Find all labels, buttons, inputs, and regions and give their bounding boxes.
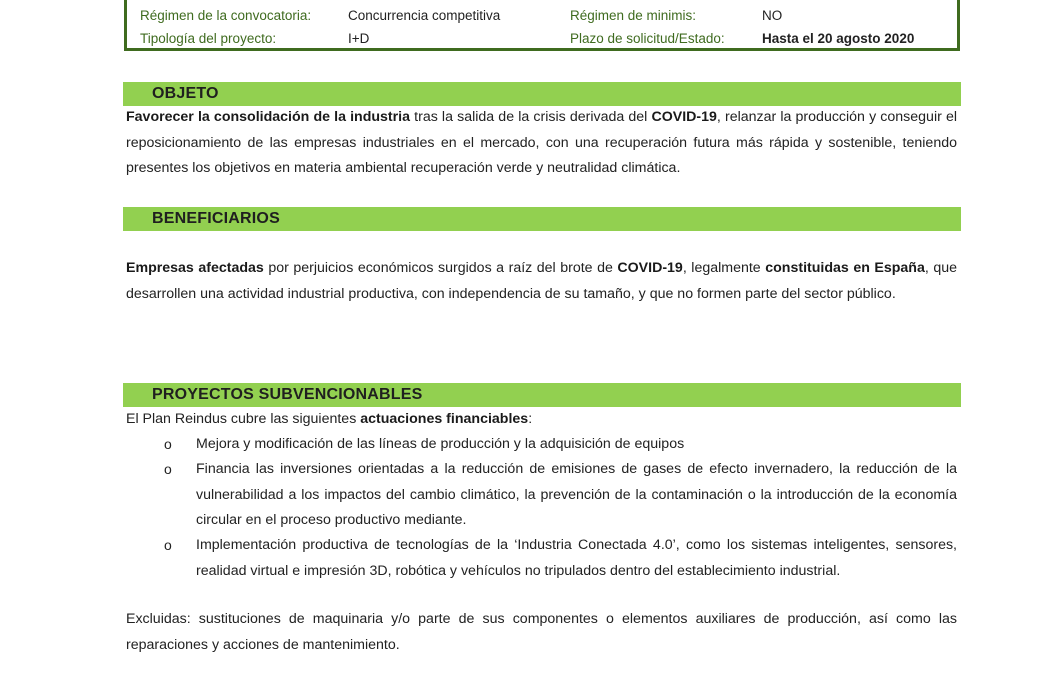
label-regimen-minimis: Régimen de minimis: <box>570 8 697 23</box>
value-tipologia-proyecto: I+D <box>348 31 370 46</box>
label-plazo-solicitud: Plazo de solicitud/Estado: <box>570 31 725 46</box>
section-header-beneficiarios <box>123 207 961 231</box>
proyectos-intro <box>126 407 957 433</box>
beneficiarios-bold-2: COVID-19 <box>617 260 683 276</box>
objeto-paragraph <box>126 105 957 182</box>
grant-info-box <box>124 0 960 51</box>
proyectos-excluded: Excluidas: sustituciones de maquinaria y/o parte de sus componentes o elementos auxiliares de producción, así como las reparaciones y acciones de mantenimiento. <box>126 611 957 653</box>
proyectos-intro-text-1: El Plan Reindus cubre las siguientes <box>126 411 361 427</box>
label-regimen-convocatoria: Régimen de la convocatoria: <box>140 8 312 23</box>
section-header-proyectos <box>123 383 961 407</box>
list-item: Mejora y modificación de las líneas de producción y la adquisición de equipos <box>196 436 685 452</box>
objeto-text-2: , relanzar la producción y conseguir el reposicionamiento de las empresas industriales en el mercado, con una recuperación futura más rápida y sostenible, teniendo presentes los objetivos en materia ambiental recuperación verde y neutralidad climática. <box>126 109 958 176</box>
proyectos-intro-text-2: : <box>528 411 533 427</box>
beneficiarios-bold-1: Empresas afectadas <box>126 260 264 276</box>
beneficiarios-text-2: , legalmente <box>682 260 766 276</box>
objeto-text-1: tras la salida de la crisis derivada del <box>410 109 652 125</box>
value-regimen-convocatoria: Concurrencia competitiva <box>348 8 501 23</box>
section-title-beneficiarios: BENEFICIARIOS <box>152 210 280 227</box>
beneficiarios-paragraph <box>126 256 957 307</box>
list-item: Financia las inversiones orientadas a la reducción de emisiones de gases de efecto invernadero, la reducción de la vulnerabilidad a los impactos del cambio climático, la prevención de la contaminación o la introducción de la economía circular en el proceso productivo mediante. <box>196 461 957 528</box>
list-item: Implementación productiva de tecnologías de la ‘Industria Conectada 4.0’, como los sistemas inteligentes, sensores, realidad virtual e impresión 3D, robótica y vehículos no tripulados dentro del establecimiento industrial. <box>196 537 957 579</box>
beneficiarios-text-1: por perjuicios económicos surgidos a raíz del brote de <box>263 260 618 276</box>
section-header-objeto <box>123 82 961 106</box>
bullet-marker: o <box>164 537 172 553</box>
beneficiarios-text-3: , que desarrollen una actividad industrial productiva, con independencia de su tamaño, y que no formen parte del sector público. <box>126 260 958 302</box>
info-row-tipologia <box>127 29 957 49</box>
proyectos-intro-bold: actuaciones financiables <box>360 411 529 427</box>
bullet-marker: o <box>164 436 172 452</box>
section-title-proyectos: PROYECTOS SUBVENCIONABLES <box>152 386 423 403</box>
section-title-objeto: OBJETO <box>152 85 219 102</box>
bullet-marker: o <box>164 461 172 477</box>
value-regimen-minimis: NO <box>762 8 783 23</box>
objeto-bold-1: Favorecer la consolidación de la industria <box>126 109 411 125</box>
label-tipologia-proyecto: Tipología del proyecto: <box>140 31 277 46</box>
info-row-regimen <box>127 6 957 26</box>
value-plazo-solicitud: Hasta el 20 agosto 2020 <box>762 31 915 46</box>
objeto-bold-2: COVID-19 <box>651 109 717 125</box>
beneficiarios-bold-3: constituidas en España <box>765 260 925 276</box>
